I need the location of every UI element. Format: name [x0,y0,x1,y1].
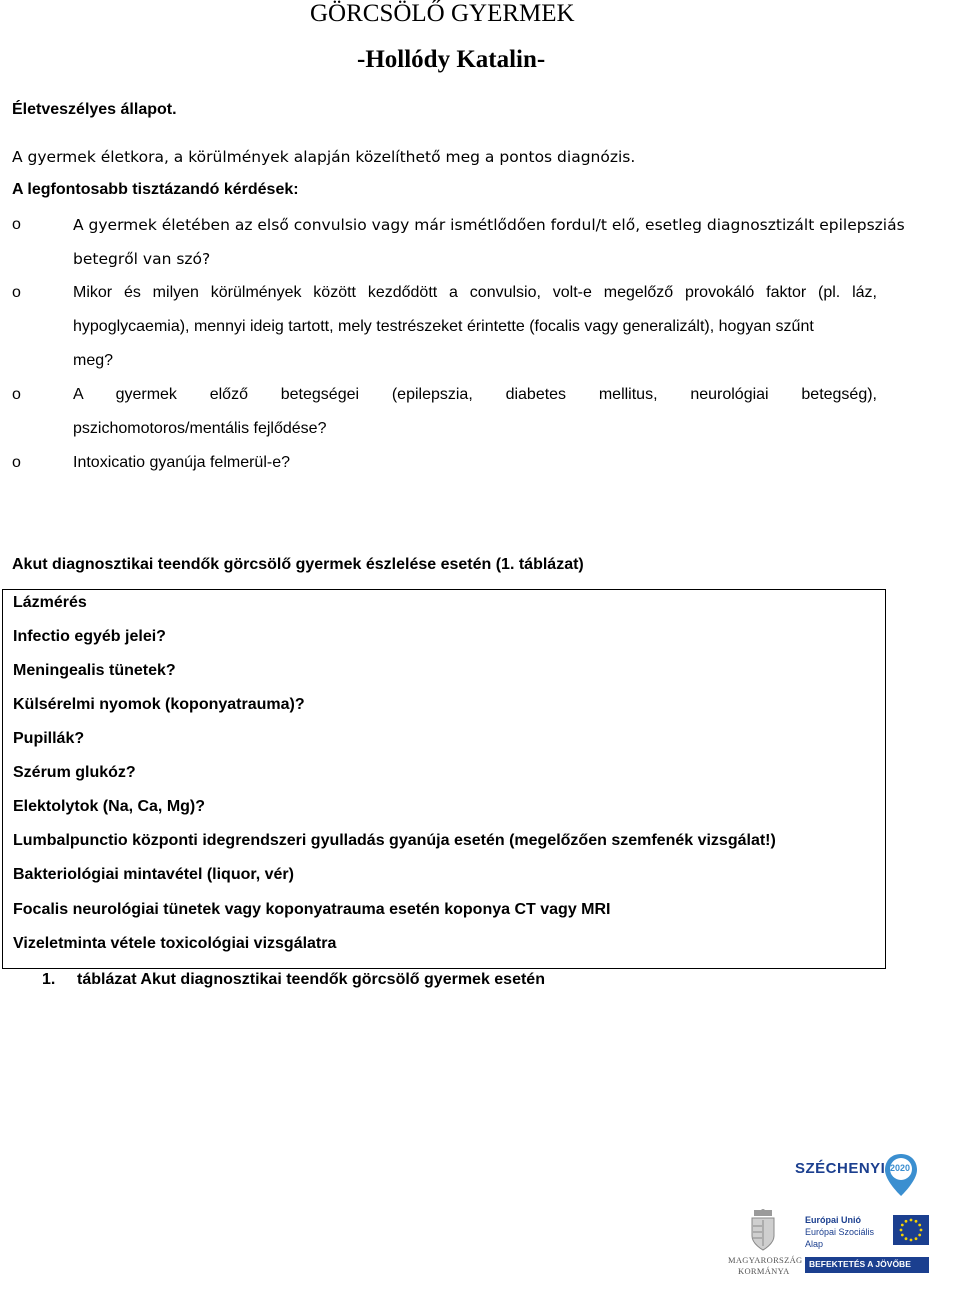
table-row: Meningealis tünetek? [13,662,176,679]
eu-line-1: Európai Unió [805,1215,861,1225]
table-row: Vizeletminta vétele toxicológiai vizsgálatra [13,935,337,952]
year-2020: 2020 [890,1163,911,1173]
diagnostics-table [2,589,886,969]
eu-esf-logo [805,1215,935,1275]
question-2-line-3: meg? [73,352,114,369]
diagnostics-section-heading: Akut diagnosztikai teendők görcsölő gyermek észlelése esetén (1. táblázat) [12,556,584,573]
government-line-2: KORMÁNYA [738,1266,790,1276]
table-row: Pupillák? [13,730,85,747]
intro-sentence: A gyermek életkora, a körülmények alapján közelíthető meg a pontos diagnózis. [12,148,636,166]
eu-line-3: Alap [805,1239,824,1249]
eu-line-2: Európai Szociális [805,1227,875,1237]
question-1-line-2: betegről van szó? [73,250,211,268]
document-author: -Hollódy Katalin- [357,46,546,73]
government-line-1: MAGYARORSZÁG [728,1255,803,1265]
table-caption-text: táblázat Akut diagnosztikai teendők görcsölő gyermek esetén [77,971,545,988]
table-caption-number: 1. [42,971,56,988]
life-threatening-heading: Életveszélyes állapot. [12,101,177,118]
question-3-line-2: pszichomotoros/mentális fejlődése? [73,420,327,437]
question-2-line-2: hypoglycaemia), mennyi ideig tartott, mely testrészeket érintette (focalis vagy generalizált), hogyan szűnt [73,318,814,335]
document-title: GÖRCSÖLŐ GYERMEK [310,0,575,27]
eu-flag-icon [893,1215,929,1245]
table-row: Lázmérés [13,594,87,611]
table-row: Infectio egyéb jelei? [13,628,166,645]
szechenyi-2020-logo [795,1150,925,1200]
bullet: o [12,284,21,301]
hungarian-government-logo [728,1208,803,1278]
bullet: o [12,454,21,471]
invest-banner-text: BEFEKTETÉS A JÖVŐBE [809,1259,911,1269]
table-row: Bakteriológiai mintavétel (liquor, vér) [13,866,294,883]
szechenyi-wordmark: SZÉCHENYI [795,1160,886,1177]
table-row: Lumbalpunctio központi idegrendszeri gyulladás gyanúja esetén (megelőzően szemfenék vizsgálat!) [13,832,776,849]
table-row: Elektolytok (Na, Ca, Mg)? [13,798,206,815]
question-4-line-1: Intoxicatio gyanúja felmerül-e? [73,454,291,471]
table-row: Szérum glukóz? [13,764,136,781]
question-3-line-1: A gyermek előző betegségei (epilepszia, diabetes mellitus, neurológiai betegség), [73,386,877,403]
table-row: Külsérelmi nyomok (koponyatrauma)? [13,696,305,713]
table-row: Focalis neurológiai tünetek vagy koponyatrauma esetén koponya CT vagy MRI [13,901,611,918]
questions-heading: A legfontosabb tisztázandó kérdések: [12,181,299,198]
bullet: o [12,386,21,403]
coat-of-arms-icon [748,1208,778,1252]
bullet: o [12,216,21,233]
location-pin-icon [883,1152,919,1198]
question-2-line-1: Mikor és milyen körülmények között kezdődött a convulsio, volt-e megelőző provokáló faktor (pl. láz, [73,284,877,301]
question-1-line-1: A gyermek életében az első convulsio vagy már ismétlődően fordul/t elő, esetleg diagnosztizált epilepsziás [73,216,905,234]
